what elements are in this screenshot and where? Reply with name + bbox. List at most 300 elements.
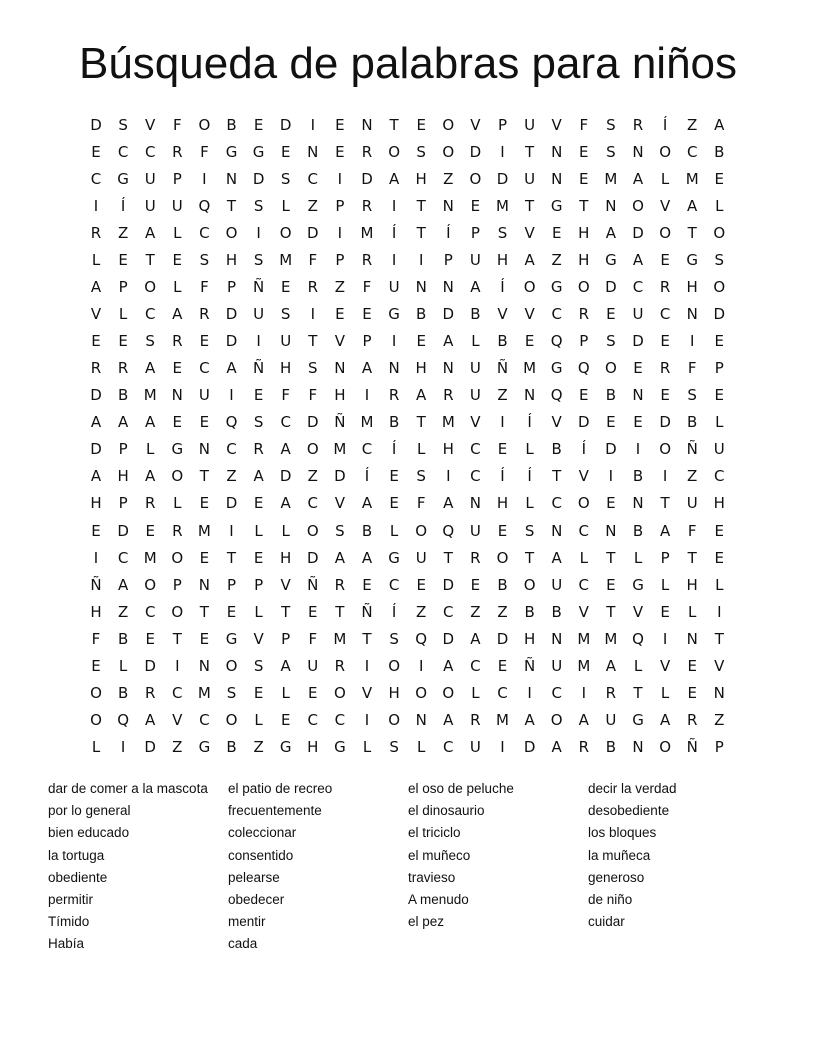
- grid-letter: Í: [581, 440, 587, 459]
- grid-letter: L: [633, 548, 643, 567]
- grid-letter: V: [551, 115, 562, 134]
- grid-letter: O: [144, 575, 157, 594]
- grid-letter: T: [687, 548, 697, 567]
- word-item: de niño: [588, 891, 633, 907]
- word-item: generoso: [588, 869, 645, 885]
- grid-letter: A: [551, 548, 562, 567]
- grid-letter: I: [256, 223, 261, 242]
- grid-letter: A: [632, 169, 644, 188]
- grid-letter: H: [713, 494, 725, 513]
- grid-letter: C: [443, 602, 454, 621]
- grid-letter: E: [172, 413, 183, 432]
- grid-letter: E: [308, 683, 318, 702]
- grid-letter: R: [361, 250, 373, 269]
- grid-letter: E: [579, 386, 589, 405]
- grid-letter: N: [605, 521, 617, 540]
- grid-letter: A: [145, 223, 156, 242]
- grid-letter: Z: [551, 250, 562, 269]
- grid-letter: E: [253, 494, 264, 513]
- grid-letter: E: [416, 575, 426, 594]
- word-item: coleccionar: [228, 825, 297, 841]
- grid-letter: L: [281, 196, 290, 215]
- grid-letter: N: [469, 494, 481, 513]
- grid-letter: D: [252, 169, 265, 188]
- grid-letter: S: [253, 656, 264, 675]
- grid-letter: C: [470, 467, 481, 486]
- grid-letter: V: [578, 602, 589, 621]
- grid-letter: D: [307, 548, 319, 567]
- grid-letter: E: [714, 521, 725, 540]
- grid-letter: E: [226, 602, 237, 621]
- grid-letter: E: [524, 332, 535, 351]
- grid-letter: I: [500, 142, 505, 161]
- grid-letter: E: [199, 629, 210, 648]
- grid-letter: U: [524, 169, 536, 188]
- grid-letter: N: [361, 115, 373, 134]
- grid-letter: S: [714, 250, 725, 269]
- grid-letter: O: [306, 521, 319, 540]
- grid-letter: M: [333, 440, 347, 459]
- word-item: dar de comer a la mascota: [48, 781, 208, 796]
- grid-letter: F: [687, 359, 697, 378]
- grid-letter: H: [686, 575, 698, 594]
- grid-letter: A: [388, 169, 400, 188]
- word-item: los bloques: [588, 825, 657, 841]
- grid-letter: I: [93, 196, 99, 215]
- grid-letter: M: [197, 521, 211, 540]
- grid-letter: E: [660, 332, 670, 351]
- grid-letter: U: [551, 656, 563, 675]
- grid-letter: E: [118, 250, 128, 269]
- grid-letter: O: [144, 277, 157, 296]
- grid-letter: N: [307, 142, 319, 161]
- grid-letter: O: [713, 277, 726, 296]
- grid-letter: E: [714, 169, 725, 188]
- grid-letter: I: [202, 169, 207, 188]
- grid-letter: S: [606, 332, 616, 351]
- grid-letter: Q: [198, 196, 211, 215]
- grid-letter: A: [416, 386, 427, 405]
- grid-letter: U: [713, 440, 725, 459]
- grid-letter: L: [471, 683, 480, 702]
- grid-letter: L: [579, 548, 588, 567]
- word-column-1: [48, 778, 228, 956]
- grid-letter: O: [442, 142, 455, 161]
- grid-letter: N: [334, 359, 346, 378]
- grid-letter: N: [415, 277, 427, 296]
- grid-letter: Ñ: [361, 602, 373, 621]
- grid-letter: O: [659, 738, 671, 757]
- grid-letter: D: [632, 223, 644, 242]
- grid-letter: E: [118, 332, 128, 351]
- grid-letter: T: [335, 602, 345, 621]
- grid-letter: A: [470, 629, 481, 648]
- grid-letter: I: [500, 413, 505, 432]
- grid-letter: E: [714, 386, 725, 405]
- grid-letter: L: [173, 494, 182, 513]
- grid-letter: E: [389, 494, 399, 513]
- grid-letter: S: [280, 169, 291, 188]
- grid-letter: U: [469, 521, 481, 540]
- grid-letter: V: [90, 304, 102, 323]
- grid-letter: L: [91, 738, 101, 757]
- grid-letter: S: [389, 629, 399, 648]
- grid-letter: A: [714, 115, 725, 134]
- grid-letter: D: [279, 467, 292, 486]
- grid-letter: V: [253, 629, 264, 648]
- grid-letter: I: [364, 711, 370, 730]
- grid-letter: O: [577, 494, 590, 513]
- grid-letter: Í: [500, 467, 505, 486]
- word-item: A menudo: [408, 891, 469, 907]
- grid-letter: O: [415, 683, 428, 702]
- grid-letter: P: [226, 277, 237, 296]
- grid-letter: Ñ: [686, 440, 698, 459]
- grid-letter: C: [578, 575, 590, 594]
- grid-letter: B: [117, 386, 129, 405]
- grid-letter: S: [389, 738, 399, 757]
- grid-letter: C: [497, 683, 508, 702]
- grid-letter: L: [281, 683, 290, 702]
- grid-letter: A: [280, 440, 291, 459]
- grid-letter: T: [199, 602, 209, 621]
- grid-letter: P: [714, 359, 724, 378]
- grid-letter: A: [280, 494, 291, 513]
- grid-letter: D: [117, 521, 129, 540]
- grid-letter: A: [90, 277, 102, 296]
- grid-letter: E: [606, 304, 616, 323]
- grid-letter: A: [443, 711, 454, 730]
- grid-letter: B: [416, 304, 427, 323]
- word-item: Tímido: [48, 914, 90, 930]
- grid-letter: H: [225, 250, 238, 269]
- grid-letter: L: [715, 413, 724, 432]
- grid-letter: G: [686, 250, 698, 269]
- grid-letter: T: [281, 602, 291, 621]
- grid-letter: D: [496, 629, 509, 648]
- grid-letter: E: [579, 169, 589, 188]
- grid-letter: Ñ: [334, 413, 346, 432]
- grid-letter: Z: [497, 386, 508, 405]
- grid-letter: B: [605, 386, 617, 405]
- grid-letter: G: [550, 277, 563, 296]
- grid-letter: Ñ: [252, 359, 265, 378]
- word-item: el oso de peluche: [408, 781, 514, 796]
- grid-letter: H: [496, 250, 509, 269]
- grid-letter: Í: [120, 196, 126, 215]
- word-item: por lo general: [48, 803, 131, 819]
- grid-letter: A: [145, 359, 156, 378]
- grid-letter: Z: [226, 467, 237, 486]
- grid-letter: H: [686, 277, 698, 296]
- grid-letter: P: [172, 575, 182, 594]
- grid-letter: A: [443, 494, 454, 513]
- grid-letter: C: [144, 142, 156, 161]
- grid-letter: I: [337, 169, 343, 188]
- word-item: consentido: [228, 847, 294, 863]
- grid-letter: E: [362, 304, 372, 323]
- grid-letter: E: [335, 304, 345, 323]
- grid-letter: N: [632, 142, 644, 161]
- grid-letter: P: [579, 332, 589, 351]
- grid-letter: Í: [527, 413, 532, 432]
- grid-letter: U: [415, 548, 427, 567]
- grid-letter: D: [442, 575, 455, 594]
- grid-letter: E: [91, 332, 101, 351]
- grid-letter: H: [280, 359, 292, 378]
- grid-letter: C: [226, 440, 237, 459]
- grid-letter: A: [443, 332, 454, 351]
- grid-letter: V: [551, 413, 562, 432]
- grid-letter: E: [687, 683, 697, 702]
- grid-letter: L: [633, 656, 643, 675]
- grid-letter: S: [199, 250, 210, 269]
- grid-letter: R: [334, 656, 346, 675]
- grid-letter: T: [525, 196, 535, 215]
- grid-letter: F: [416, 494, 426, 513]
- grid-letter: U: [280, 332, 292, 351]
- grid-letter: C: [117, 548, 129, 567]
- grid-letter: V: [497, 304, 508, 323]
- grid-letter: I: [446, 467, 451, 486]
- grid-letter: P: [714, 738, 724, 757]
- grid-letter: M: [577, 629, 591, 648]
- grid-letter: V: [632, 602, 644, 621]
- grid-letter: R: [361, 142, 373, 161]
- grid-letter: P: [335, 250, 345, 269]
- word-item: bien educado: [48, 825, 130, 841]
- grid-letter: Í: [500, 277, 505, 296]
- grid-letter: C: [144, 304, 156, 323]
- grid-letter: R: [144, 494, 156, 513]
- grid-letter: N: [632, 386, 644, 405]
- grid-letter: H: [415, 169, 427, 188]
- grid-letter: R: [199, 304, 210, 323]
- grid-letter: E: [497, 656, 508, 675]
- grid-letter: I: [662, 629, 668, 648]
- grid-letter: R: [443, 386, 454, 405]
- grid-letter: O: [659, 142, 671, 161]
- grid-letter: P: [172, 169, 182, 188]
- grid-letter: E: [606, 413, 616, 432]
- grid-letter: B: [388, 413, 400, 432]
- grid-letter: N: [198, 440, 210, 459]
- grid-letter: V: [470, 115, 481, 134]
- grid-letter: A: [145, 413, 156, 432]
- grid-letter: A: [145, 711, 156, 730]
- grid-letter: G: [550, 196, 563, 215]
- grid-letter: A: [605, 656, 617, 675]
- grid-letter: H: [90, 494, 102, 513]
- grid-letter: R: [659, 277, 671, 296]
- grid-letter: R: [253, 440, 264, 459]
- grid-letter: V: [470, 413, 481, 432]
- grid-letter: T: [416, 196, 426, 215]
- grid-letter: B: [551, 602, 562, 621]
- grid-letter: U: [144, 169, 156, 188]
- grid-letter: E: [199, 413, 210, 432]
- grid-letter: I: [391, 250, 397, 269]
- grid-letter: Q: [550, 332, 563, 351]
- grid-letter: E: [606, 575, 616, 594]
- grid-letter: A: [659, 521, 671, 540]
- grid-letter: Z: [307, 467, 318, 486]
- grid-letter: D: [144, 656, 156, 675]
- grid-letter: H: [578, 223, 590, 242]
- grid-letter: P: [118, 494, 128, 513]
- grid-letter: T: [443, 548, 453, 567]
- grid-letter: T: [226, 548, 237, 567]
- grid-letter: G: [632, 711, 644, 730]
- grid-letter: B: [497, 332, 508, 351]
- grid-letter: E: [280, 711, 291, 730]
- grid-letter: V: [714, 656, 725, 675]
- grid-letter: N: [686, 629, 698, 648]
- grid-letter: C: [117, 142, 129, 161]
- grid-letter: A: [632, 250, 644, 269]
- grid-letter: B: [117, 683, 129, 702]
- grid-letter: D: [523, 738, 536, 757]
- grid-letter: Ñ: [523, 656, 536, 675]
- grid-letter: A: [687, 196, 698, 215]
- grid-letter: C: [334, 711, 346, 730]
- grid-letter: B: [470, 304, 481, 323]
- grid-letter: B: [632, 467, 644, 486]
- grid-letter: H: [388, 683, 400, 702]
- word-item: cuidar: [588, 914, 625, 930]
- grid-letter: E: [714, 332, 725, 351]
- grid-letter: Í: [364, 467, 370, 486]
- grid-letter: C: [578, 521, 590, 540]
- grid-letter: T: [226, 196, 237, 215]
- grid-letter: U: [686, 494, 698, 513]
- grid-letter: T: [687, 223, 697, 242]
- grid-letter: Ñ: [307, 575, 319, 594]
- grid-letter: F: [281, 386, 290, 405]
- grid-letter: M: [496, 196, 509, 215]
- grid-letter: E: [199, 494, 210, 513]
- grid-letter: A: [117, 575, 129, 594]
- grid-letter: G: [334, 738, 346, 757]
- grid-letter: I: [337, 223, 343, 242]
- grid-letter: I: [635, 440, 641, 459]
- grid-letter: O: [415, 521, 428, 540]
- grid-letter: D: [334, 467, 346, 486]
- grid-letter: M: [360, 413, 374, 432]
- grid-letter: T: [633, 683, 643, 702]
- grid-letter: R: [605, 683, 617, 702]
- grid-letter: M: [143, 548, 157, 567]
- grid-letter: T: [660, 494, 670, 513]
- grid-letter: E: [199, 332, 210, 351]
- grid-letter: Q: [632, 629, 644, 648]
- grid-letter: O: [198, 115, 211, 134]
- grid-letter: L: [173, 277, 182, 296]
- grid-letter: N: [686, 304, 698, 323]
- grid-letter: D: [496, 169, 509, 188]
- grid-letter: E: [389, 467, 399, 486]
- word-item: la muñeca: [588, 847, 651, 863]
- grid-letter: E: [280, 142, 291, 161]
- grid-letter: Ñ: [90, 575, 102, 594]
- grid-letter: U: [171, 196, 183, 215]
- word-item: pelearse: [228, 869, 280, 885]
- grid-letter: O: [225, 223, 238, 242]
- word-column-3: [408, 778, 588, 933]
- grid-letter: L: [471, 332, 480, 351]
- grid-letter: C: [551, 683, 562, 702]
- grid-letter: S: [416, 142, 426, 161]
- grid-letter: E: [416, 332, 426, 351]
- grid-letter: Q: [577, 359, 590, 378]
- grid-letter: H: [496, 494, 509, 513]
- grid-letter: F: [308, 629, 318, 648]
- grid-letter: A: [524, 711, 535, 730]
- grid-letter: C: [714, 467, 725, 486]
- grid-letter: N: [442, 196, 454, 215]
- grid-letter: Q: [442, 521, 455, 540]
- grid-letter: P: [660, 548, 670, 567]
- grid-letter: S: [335, 521, 345, 540]
- grid-letter: T: [145, 250, 155, 269]
- grid-letter: R: [632, 115, 644, 134]
- grid-letter: T: [172, 629, 182, 648]
- grid-letter: U: [198, 386, 210, 405]
- grid-letter: T: [416, 223, 426, 242]
- grid-letter: N: [171, 386, 183, 405]
- grid-letter: P: [497, 115, 508, 134]
- grid-letter: U: [632, 304, 644, 323]
- word-list: [0, 778, 816, 978]
- grid-letter: E: [660, 386, 670, 405]
- word-item: travieso: [408, 869, 456, 885]
- grid-letter: I: [310, 304, 316, 323]
- grid-letter: C: [280, 413, 291, 432]
- word-item: obediente: [48, 869, 108, 885]
- grid-letter: D: [279, 115, 292, 134]
- grid-letter: N: [388, 359, 400, 378]
- grid-letter: S: [253, 196, 264, 215]
- grid-letter: E: [714, 548, 725, 567]
- grid-letter: Q: [415, 629, 428, 648]
- grid-letter: E: [172, 359, 183, 378]
- grid-letter: C: [632, 277, 644, 296]
- grid-letter: O: [225, 656, 238, 675]
- grid-letter: H: [442, 440, 454, 459]
- grid-letter: N: [632, 738, 644, 757]
- grid-letter: P: [335, 196, 345, 215]
- grid-letter: R: [361, 196, 373, 215]
- grid-letter: C: [388, 575, 400, 594]
- grid-letter: V: [145, 115, 156, 134]
- grid-letter: V: [361, 683, 373, 702]
- grid-letter: R: [470, 548, 481, 567]
- grid-letter: Z: [416, 602, 427, 621]
- grid-letter: A: [551, 738, 562, 757]
- grid-letter: T: [308, 332, 318, 351]
- grid-letter: F: [91, 629, 101, 648]
- word-column-2: [228, 778, 408, 956]
- grid-letter: S: [606, 142, 616, 161]
- grid-letter: L: [254, 602, 263, 621]
- grid-letter: L: [91, 250, 101, 269]
- grid-letter: R: [144, 683, 156, 702]
- grid-letter: D: [659, 413, 671, 432]
- grid-letter: L: [118, 656, 128, 675]
- grid-letter: O: [604, 359, 617, 378]
- grid-letter: F: [308, 386, 318, 405]
- grid-letter: V: [280, 575, 291, 594]
